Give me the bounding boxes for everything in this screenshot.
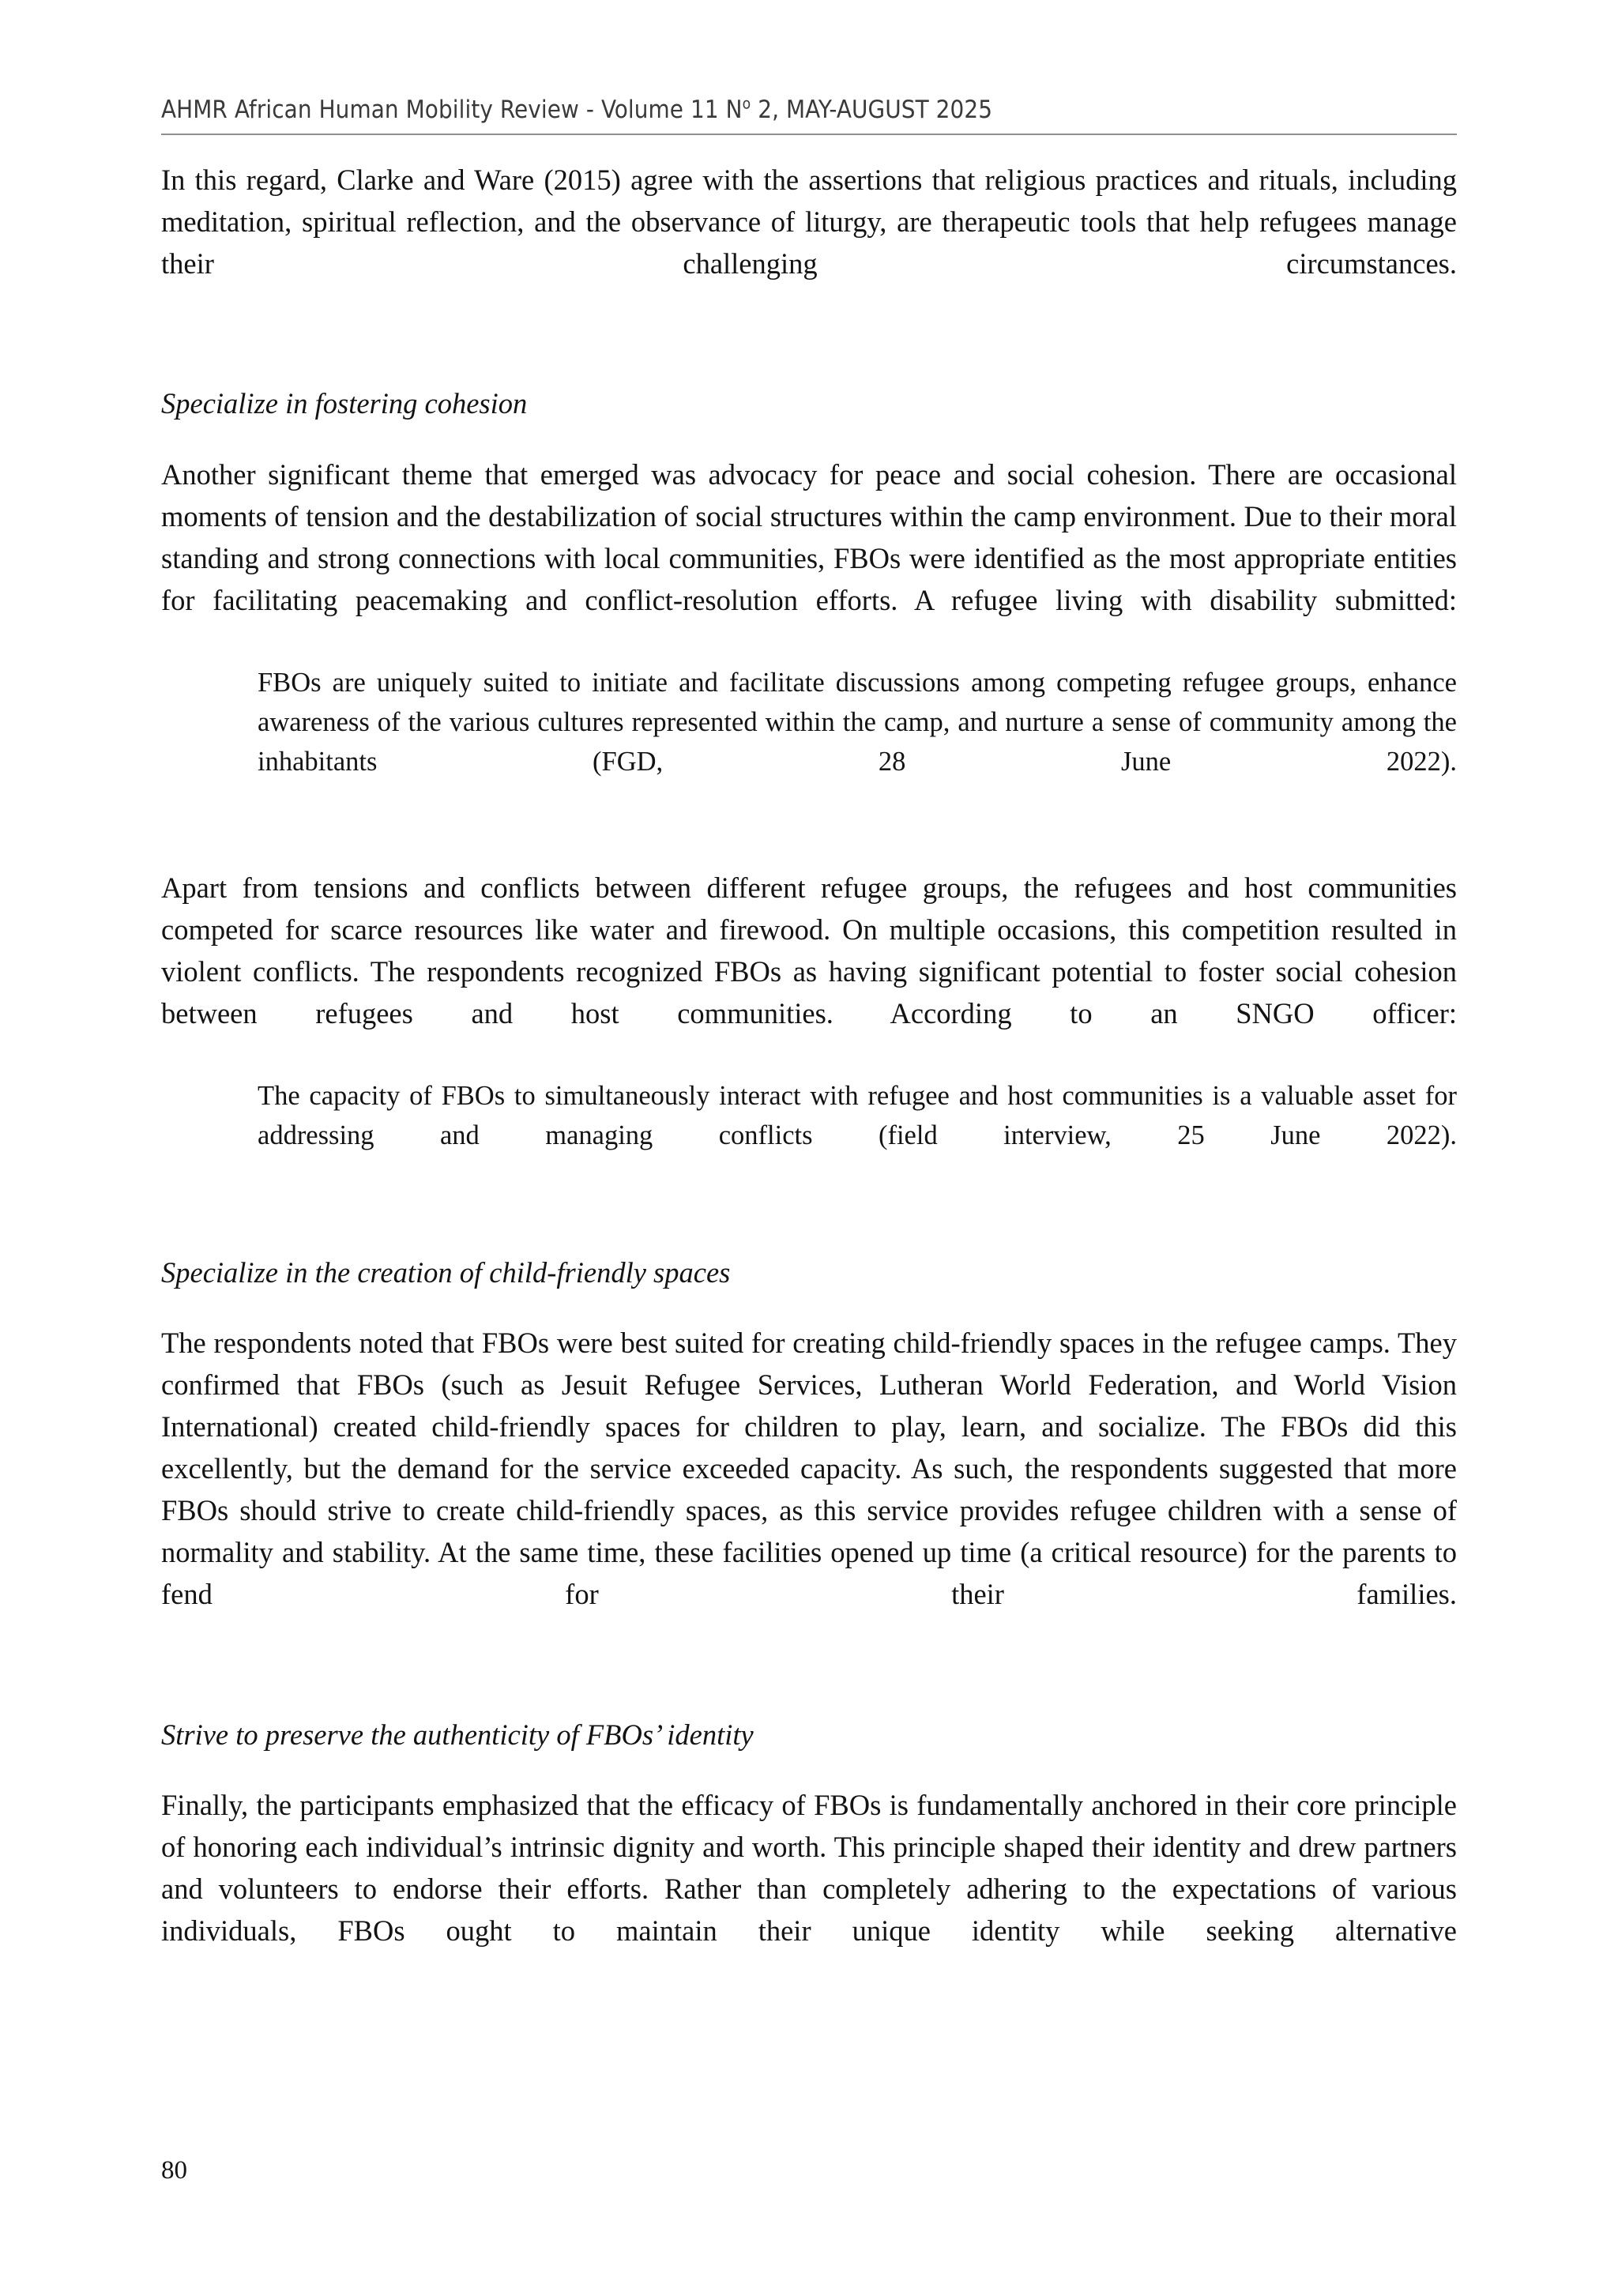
spacer [161, 424, 1457, 454]
blockquote-fgd-28-june-2022 [161, 663, 1457, 822]
blockquote-text: The capacity of FBOs to simultaneously interact with refugee and host communities is a valuable asset for addressing and managing conflicts (field interview, 25 June 2022). [258, 1081, 1457, 1151]
page-content-column [161, 0, 1457, 1993]
blockquote-text: FBOs are uniquely suited to initiate and facilitate discussions among competing refugee groups, enhance awareness of the various cultures represented within the camp, and nurture a sense of community among the inhabitants (FGD, 28 June 2022). [258, 668, 1457, 777]
spacer [161, 822, 1457, 867]
running-head-text-after: 2, MAY-AUGUST 2025 [751, 96, 993, 124]
paragraph-clarke-ware: In this regard, Clarke and Ware (2015) agree with the assertions that religious practices and rituals, including meditation, spiritual reflection, and the observance of liturgy, are therapeutic tools that help refugees manage their challenging circumstances. [161, 164, 1457, 280]
running-head-ordinal-superscript: o [742, 94, 751, 113]
heading-preserve-authenticity: Strive to preserve the authenticity of FBOs’ identity [161, 1718, 754, 1751]
spacer [161, 1658, 1457, 1714]
paragraph-fbo-identity: Finally, the participants emphasized that the efficacy of FBOs is fundamentally anchored in their core principle of honoring each individual’s intrinsic dignity and worth. This principle shaped their identity and drew partners and volunteers to endorse their efforts. Rather than completely adhering to the expectations of various individuals, FBOs ought to maintain their unique identity while seeking alternative [161, 1788, 1457, 1948]
spacer [161, 326, 1457, 383]
heading-specialize-fostering-cohesion: Specialize in fostering cohesion [161, 387, 528, 420]
paragraph-resource-competition: Apart from tensions and conflicts between different refugee groups, the refugees and host communities competed for scarce resources like water and firewood. On multiple occasions, this competition resulted in violent conflicts. The respondents recognized FBOs as having significant potential to foster social cohesion between refugees and host communities. According to an SNGO officer: [161, 871, 1457, 1030]
heading-child-friendly-spaces: Specialize in the creation of child-friendly spaces [161, 1255, 731, 1289]
paragraph-child-friendly-spaces: The respondents noted that FBOs were best suited for creating child-friendly spaces in the refugee camps. They confirmed that FBOs (such as Jesuit Refugee Services, Lutheran World Federation, and World Vision International) created child-friendly spaces for children to play, learn, and socialize. The FBOs did this excellently, but the demand for the service exceeded capacity. As such, the respondents suggested that more FBOs should strive to create child-friendly spaces, as this service provides refugee children with a sense of normality and stability. At the same time, these facilities opened up time (a critical resource) for the parents to fend for their families. [161, 1326, 1457, 1611]
header-divider-rule [161, 134, 1457, 135]
running-head [161, 0, 1457, 123]
blockquote-field-interview-25-june-2022 [161, 1076, 1457, 1195]
spacer [161, 1755, 1457, 1784]
paragraph-social-cohesion-theme: Another significant theme that emerged was advocacy for peace and social cohesion. There are occasional moments of tension and the destabilization of social structures within the camp environment. Due to their moral standing and strong connections with local communities, FBOs were identified as the most appropriate entities for facilitating peacemaking and conflict-resolution efforts. A refugee living with disability submitted: [161, 457, 1457, 616]
spacer [161, 1195, 1457, 1252]
page-number: 80 [161, 2156, 187, 2185]
spacer [161, 1293, 1457, 1322]
running-head-text-before: AHMR African Human Mobility Review - Volume 11 N [161, 96, 743, 124]
article-body [161, 159, 1457, 1993]
